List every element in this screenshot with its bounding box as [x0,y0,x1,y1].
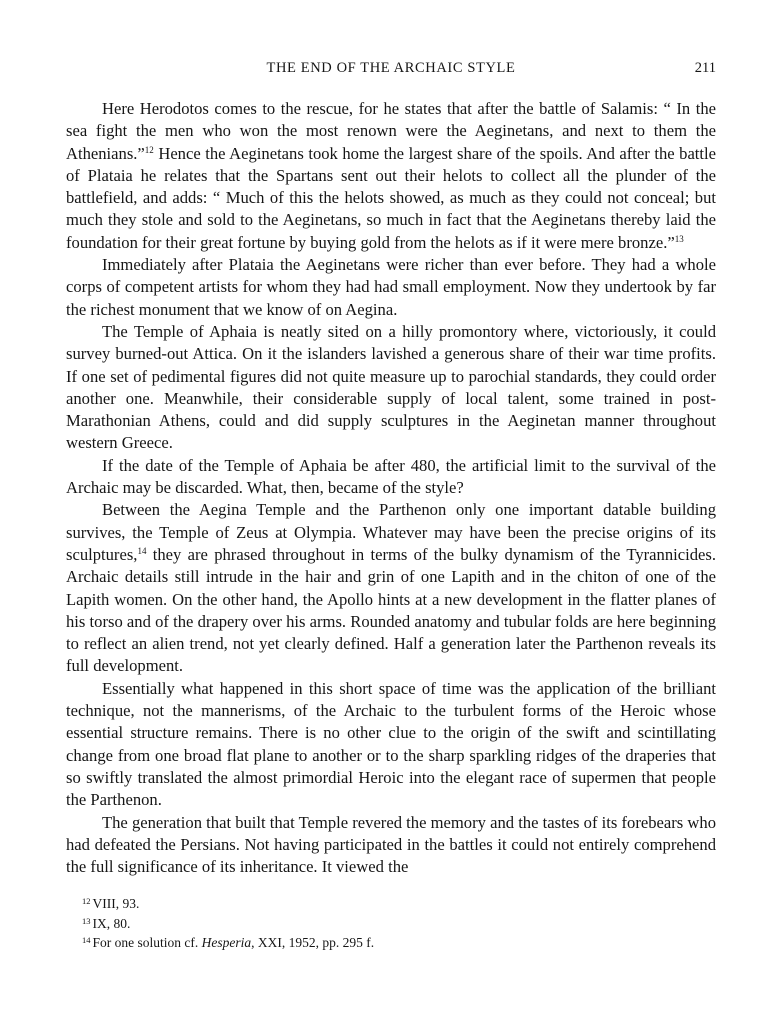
running-title: THE END OF THE ARCHAIC STYLE [266,60,516,76]
footnote-text: For one solution cf. [92,935,202,950]
footnote [82,893,682,913]
footnote-text: IX, 80. [92,915,131,931]
journal-title: Hesperia [201,935,252,950]
page-number: 211 [694,60,716,76]
paragraph [66,499,716,677]
paragraph [66,98,716,254]
footnote [82,932,682,952]
footnote-text: , XXI, 1952, pp. 295 f. [251,935,375,950]
paragraph: Essentially what happened in this short space of time was the application of the brilliant technique, not the mannerisms, of the Archaic to the turbulent forms of the Heroic whose essential structure remains. There is no other clue to the origin of the swift and scintillating change from one broad flat plane to another or to the sharp sparkling ridges of the draperies that so swiftly translated the almost primordial Heroic into the elegant race of supermen that people the Parthenon. [66,678,716,810]
footnote-number: 14 [82,935,91,945]
footnote [82,913,682,933]
paragraph: The generation that built that Temple revered the memory and the tastes of its forebears who had defeated the Persians. Not having participated in the battles it could not entirely comprehend the full significance of its inheritance. It viewed the [66,812,716,877]
body-text [66,98,716,878]
paragraph: If the date of the Temple of Aphaia be after 480, the artificial limit to the survival of the Archaic may be discarded. What, then, became of the style? [66,455,716,498]
footnotes [82,893,682,952]
footnote-ref: 12 [144,144,154,155]
paragraph-text: Here Herodotos comes to the rescue, for he states that after the battle of Salamis: “ In the sea fight the men who won the most renown were the Aeginetans, and next to them the Athenians.” [66,99,716,163]
footnote-number: 12 [82,896,91,906]
footnote-ref: 14 [137,545,147,556]
footnote-text: VIII, 93. [92,896,140,911]
footnote-number: 13 [82,915,91,926]
paragraph: The Temple of Aphaia is neatly sited on a hilly promontory where, victoriously, it could survey burned-out Attica. On it the islanders lavished a generous share of their war time profits. If one set of pedimental figures did not quite measure up to parochial standards, they could order another one. Meanwhile, their considerable supply of local talent, some trained in post-Marathonian Athens, could and did supply sculptures in the Aeginetan manner throughout western Greece. [66,321,716,453]
paragraph-text: Hence the Aeginetans took home the largest share of the spoils. And after the battle of Plataia he relates that the Spartans sent out their helots to collect all the plunder of the battlefield, and adds: “ Much of this the helots showed, as much as they could not conceal; but much they stole and sold to the Aeginetans, so much in fact that the Aeginetans thereby laid the foundation for their great fortune by buying gold from the helots as if it were mere bronze.” [66,143,716,252]
paragraph-text: Between the Aegina Temple and the Parthenon only one important datable building survives, the Temple of Zeus at Olympia. Whatever may have been the precise origins of its sculptures, [66,500,716,564]
footnote-ref: 13 [674,233,684,244]
running-head [66,60,716,82]
paragraph-text: they are phrased throughout in terms of the bulky dynamism of the Tyrannicides. Archaic details still intrude in the hair and grin of one Lapith and in the chiton of one of the Lapith women. On the other hand, the Apollo hints at a new development in the flatter planes of his torso and of the drapery over his arms. Rounded anatomy and tubular folds are here beginning to reflect an alien trend, not yet clearly defined. Half a generation later the Parthenon reveals its full development. [66,544,716,676]
paragraph: Immediately after Plataia the Aeginetans were richer than ever before. They had a whole corps of competent artists for whom they had had small employment. Now they undertook by far the richest monument that we know of on Aegina. [66,255,716,319]
